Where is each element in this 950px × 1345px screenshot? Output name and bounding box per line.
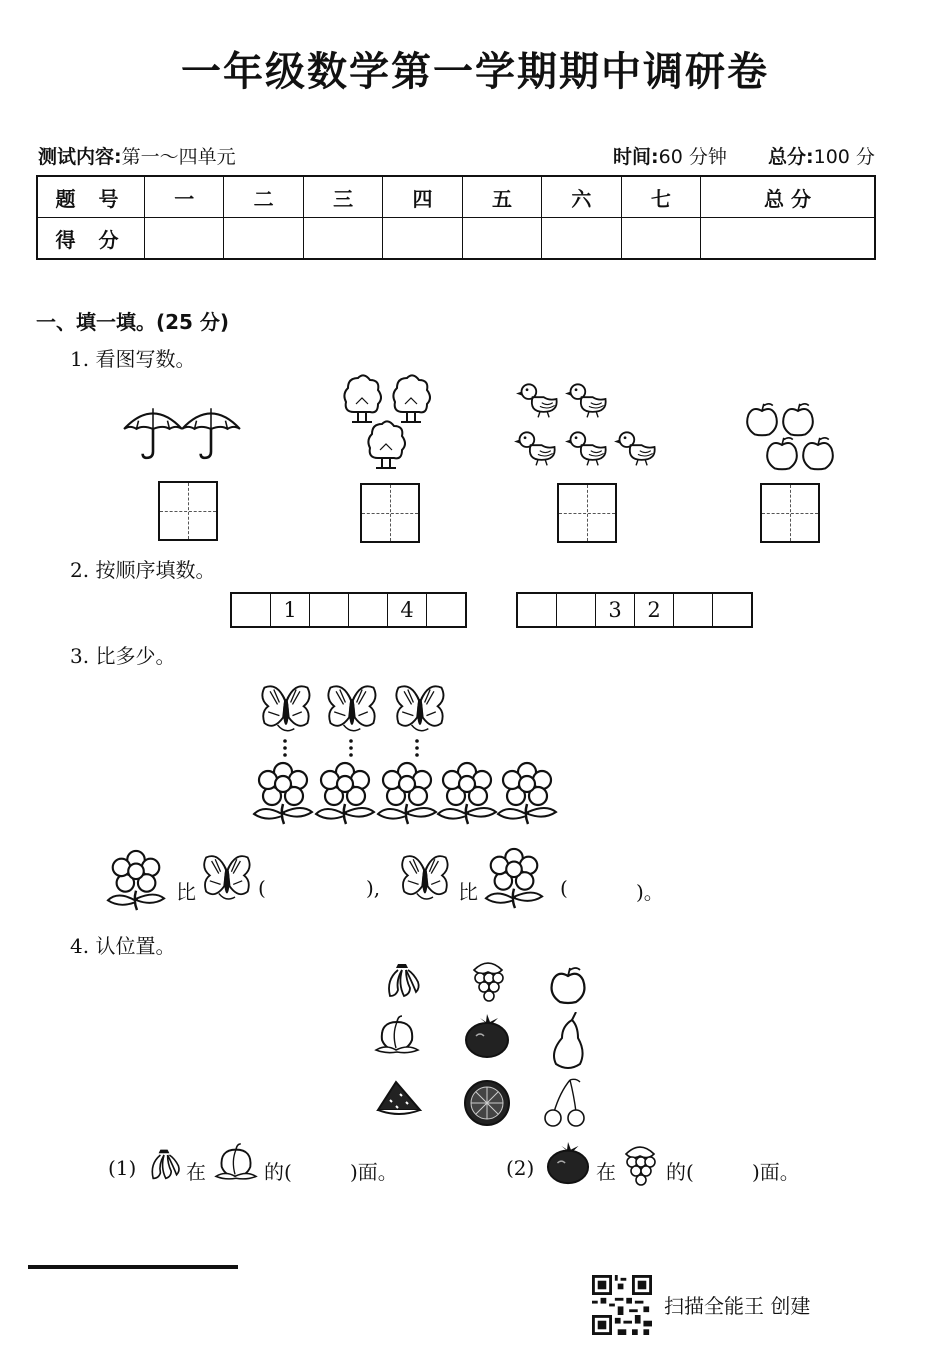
apple-icon [548,966,588,1006]
chick-icon [565,428,611,466]
footer-rule [28,1265,238,1269]
question-2: 2. 按顺序填数。 [70,558,216,582]
peach-icon [372,1014,422,1058]
question-4: 4. 认位置。 [70,934,176,958]
answer-paren-open: ( [258,876,266,900]
chick-icon [516,380,562,418]
score-header-row [37,176,875,218]
sequence-cell[interactable] [557,594,596,626]
chick-icon [565,380,611,418]
flower-icon [104,848,168,912]
subquestion-1-number: (1) [108,1156,137,1180]
subquestion-1-end: )面。 [350,1160,398,1184]
score-cell[interactable] [383,218,462,260]
question-3: 3. 比多少。 [70,644,176,668]
question-1: 1. 看图写数。 [70,347,196,371]
score-cell[interactable] [462,218,541,260]
header-cell: 二 [224,176,303,218]
content-label: 测试内容: [38,146,122,168]
answer-paren-close: )。 [636,880,664,904]
score-cell[interactable] [303,218,382,260]
header-cell: 五 [462,176,541,218]
flower-icon [312,760,378,826]
flower-icon [494,760,560,826]
compare-word: 比 [458,880,478,904]
header-cell: 七 [621,176,700,218]
time-info [613,142,727,169]
flower-icon [434,760,500,826]
butterfly-icon [258,682,312,738]
answer-blank[interactable] [706,1152,752,1178]
answer-box[interactable] [360,483,420,543]
score-cell[interactable] [145,218,224,260]
sequence-cell[interactable] [674,594,713,626]
subquestion-2-de: 的( [666,1160,694,1184]
umbrella-icon [122,400,184,462]
subquestion-1-de: 的( [264,1160,292,1184]
score-cell[interactable] [621,218,700,260]
test-content [38,142,236,169]
subquestion-1-zai: 在 [186,1160,206,1184]
time-label: 时间: [613,146,659,168]
pear-icon [548,1012,588,1072]
answer-blank[interactable] [304,1152,350,1178]
sequence-cell[interactable]: 2 [635,594,674,626]
grape-icon [468,960,508,1004]
tree-icon [342,374,382,424]
sequence-cell[interactable] [427,594,465,626]
orange-icon [462,1078,512,1128]
scanner-credit: 扫描全能王 创建 [664,1294,811,1318]
sequence-cell[interactable] [713,594,751,626]
apple-icon [764,436,800,472]
butterfly-icon [200,852,252,906]
cherry-icon [540,1078,590,1128]
apple-icon [780,402,816,438]
total-label: 总分: [768,146,814,168]
answer-paren-close: ), [366,876,381,900]
header-cell: 三 [303,176,382,218]
tomato-icon [462,1014,512,1060]
qr-code-icon[interactable] [592,1275,652,1335]
dotted-connector [414,738,420,762]
sequence-cell[interactable]: 1 [271,594,310,626]
header-cell: 六 [542,176,621,218]
answer-blank[interactable] [272,872,362,898]
time-value: 60 分钟 [658,146,727,168]
banana-icon [146,1146,182,1182]
flower-icon [482,846,546,910]
header-cell: 总 分 [701,176,875,218]
sequence-cell[interactable] [232,594,271,626]
watermelon-icon [374,1078,424,1118]
banana-icon [382,960,422,1000]
total-info [768,142,875,169]
score-row [37,218,875,260]
tree-icon [391,374,431,424]
answer-blank[interactable] [574,872,634,898]
answer-box[interactable] [760,483,820,543]
score-cell[interactable] [542,218,621,260]
subquestion-2-zai: 在 [596,1160,616,1184]
score-table [36,175,876,260]
answer-box[interactable] [158,481,218,541]
header-cell: 一 [145,176,224,218]
subquestion-2-end: )面。 [752,1160,800,1184]
sequence-boxes-2 [516,592,753,628]
score-row-label: 得 分 [37,218,145,260]
dotted-connector [282,738,288,762]
total-value: 100 分 [813,146,875,168]
sequence-cell[interactable] [349,594,388,626]
butterfly-icon [392,682,446,738]
score-cell[interactable] [224,218,303,260]
page-title: 一年级数学第一学期期中调研卷 [181,49,769,95]
chick-icon [614,428,660,466]
chick-icon [514,428,560,466]
butterfly-icon [398,852,450,906]
sequence-cell[interactable] [518,594,557,626]
peach-icon [212,1142,260,1184]
umbrella-icon [180,400,242,462]
apple-icon [800,436,836,472]
section-heading: 一、填一填。(25 分) [36,310,230,334]
header-cell: 题 号 [37,176,145,218]
score-cell[interactable] [701,218,875,260]
flower-icon [374,760,440,826]
sequence-cell[interactable]: 4 [388,594,427,626]
tomato-icon [544,1142,592,1186]
subquestion-2-number: (2) [506,1156,535,1180]
sequence-boxes-1 [230,592,467,628]
butterfly-icon [324,682,378,738]
answer-paren-open: ( [560,876,568,900]
content-value: 第一～四单元 [121,146,236,168]
tree-icon [366,420,406,470]
sequence-cell[interactable]: 3 [596,594,635,626]
dotted-connector [348,738,354,762]
apple-icon [744,402,780,438]
compare-word: 比 [176,880,196,904]
flower-icon [250,760,316,826]
answer-box[interactable] [557,483,617,543]
sequence-cell[interactable] [310,594,349,626]
grape-icon [620,1144,660,1188]
header-cell: 四 [383,176,462,218]
